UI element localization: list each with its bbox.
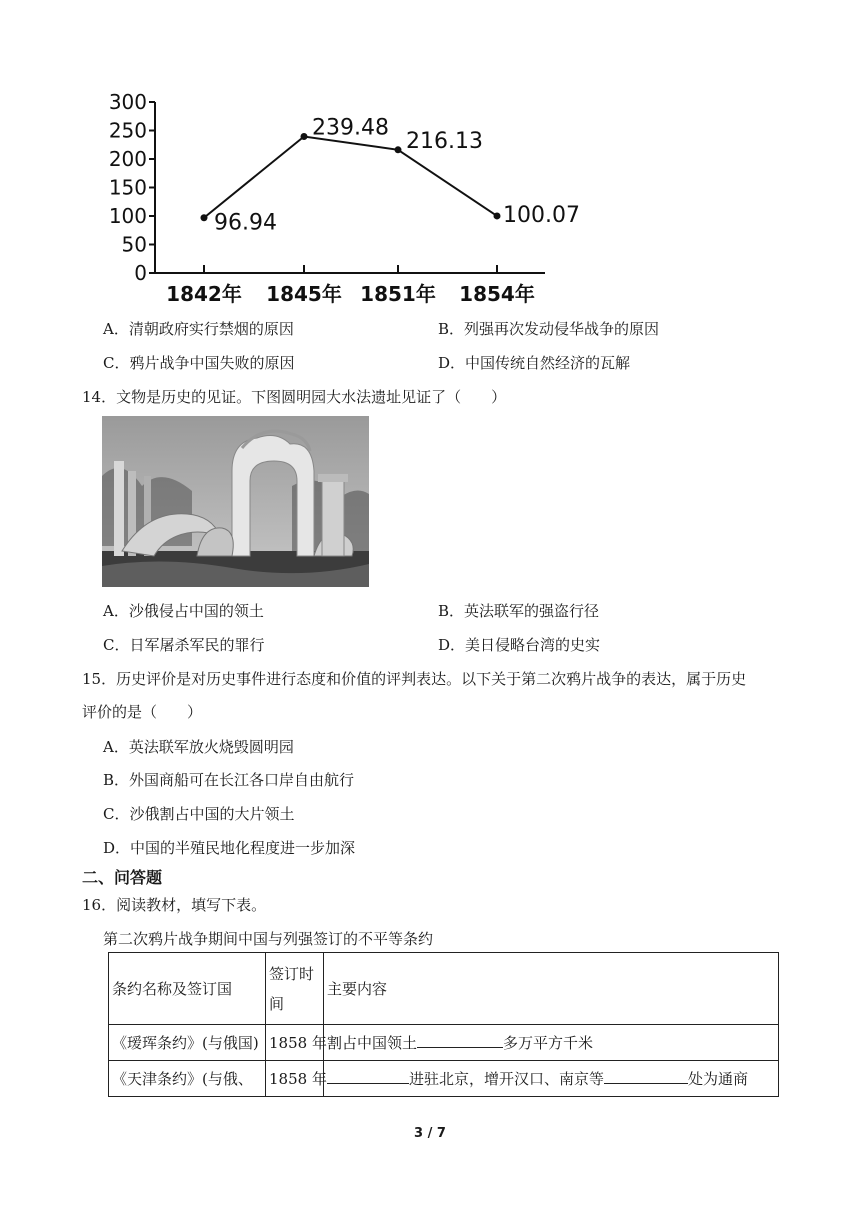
q16-stem: 16．阅读教材，填写下表。 — [82, 896, 267, 914]
q13-option-d[interactable]: D．中国传统自然经济的瓦解 — [438, 354, 631, 372]
header-treaty-name: 条约名称及签订国 — [109, 953, 266, 1025]
header-content: 主要内容 — [324, 953, 779, 1025]
page-number: 3 / 7 — [414, 1126, 446, 1141]
q15-option-c[interactable]: C．沙俄割占中国的大片领土 — [103, 805, 295, 823]
y-tick-label: 200 — [108, 147, 147, 171]
y-tick-label: 250 — [108, 118, 147, 143]
data-point — [494, 212, 501, 219]
header-date — [266, 953, 324, 1025]
x-tick-label: 1854年 — [459, 282, 535, 306]
q15-option-b[interactable]: B．外国商船可在长江各口岸自由航行 — [103, 771, 355, 789]
row2-content-mid: 进驻北京，增开汉口、南京等 — [409, 1070, 605, 1088]
y-tick-label: 100 — [108, 204, 147, 228]
row2-content — [324, 1061, 779, 1097]
treaty-table — [108, 952, 779, 1097]
row2-answer-blank-1[interactable] — [327, 1069, 409, 1084]
table-header-row — [109, 953, 779, 1025]
row1-content — [324, 1025, 779, 1061]
row2-date: 1858 年 — [266, 1061, 324, 1097]
row1-content-pre: 割占中国领土 — [327, 1034, 418, 1052]
q15-option-d[interactable]: D．中国的半殖民地化程度进一步加深 — [103, 839, 356, 857]
data-point — [301, 133, 308, 140]
x-tick-label: 1851年 — [360, 282, 436, 306]
q16-table-title: 第二次鸦片战争期间中国与列强签订的不平等条约 — [103, 930, 434, 948]
line-chart — [100, 88, 580, 308]
data-point — [395, 146, 402, 153]
row1-answer-blank[interactable] — [417, 1033, 503, 1048]
y-tick-label: 300 — [108, 90, 147, 114]
q13-option-b[interactable]: B．列强再次发动侵华战争的原因 — [438, 320, 660, 338]
data-label: 216.13 — [406, 128, 483, 154]
header-date-line2: 间 — [269, 994, 285, 1013]
q15-option-a[interactable]: A．英法联军放火烧毁圆明园 — [103, 738, 294, 756]
data-label: 239.48 — [312, 115, 389, 141]
row1-date: 1858 年 — [266, 1025, 324, 1061]
data-label: 96.94 — [214, 210, 277, 236]
section-heading: 二、问答题 — [82, 868, 163, 887]
q14-option-c[interactable]: C．日军屠杀军民的罪行 — [103, 636, 265, 654]
y-tick-label: 150 — [108, 175, 147, 200]
q14-option-b[interactable]: B．英法联军的强盗行径 — [438, 602, 600, 620]
row1-content-post: 多万平方千米 — [503, 1034, 594, 1052]
table-row — [109, 1061, 779, 1097]
q14-option-a[interactable]: A．沙俄侵占中国的领土 — [103, 602, 264, 620]
q14-option-d[interactable]: D．美日侵略台湾的史实 — [438, 636, 601, 654]
yuanmingyuan-ruins-photo — [102, 416, 369, 587]
q13-option-a[interactable]: A．清朝政府实行禁烟的原因 — [103, 320, 294, 338]
table-row — [109, 1025, 779, 1061]
row2-content-post: 处为通商 — [688, 1070, 749, 1088]
q13-option-c[interactable]: C．鸦片战争中国失败的原因 — [103, 354, 295, 372]
data-point — [201, 214, 208, 221]
q15-stem-line2: 评价的是（ ） — [82, 703, 203, 721]
x-tick-label: 1845年 — [266, 282, 342, 306]
row2-answer-blank-2[interactable] — [604, 1069, 688, 1084]
row2-treaty-name: 《天津条约》(与俄、 — [109, 1061, 266, 1097]
q15-stem-line1: 15．历史评价是对历史事件进行态度和价值的评判表达。以下关于第二次鸦片战争的表达，属于历史 — [82, 670, 747, 688]
y-tick-label: 0 — [134, 261, 147, 285]
x-tick-label: 1842年 — [166, 282, 242, 306]
row1-treaty-name: 《瑷珲条约》(与俄国) — [109, 1025, 266, 1061]
data-label: 100.07 — [503, 202, 580, 228]
header-date-line1: 签订时 — [269, 964, 315, 983]
q14-stem: 14．文物是历史的见证。下图圆明园大水法遗址见证了（ ） — [82, 388, 507, 406]
y-tick-label: 50 — [121, 232, 147, 257]
